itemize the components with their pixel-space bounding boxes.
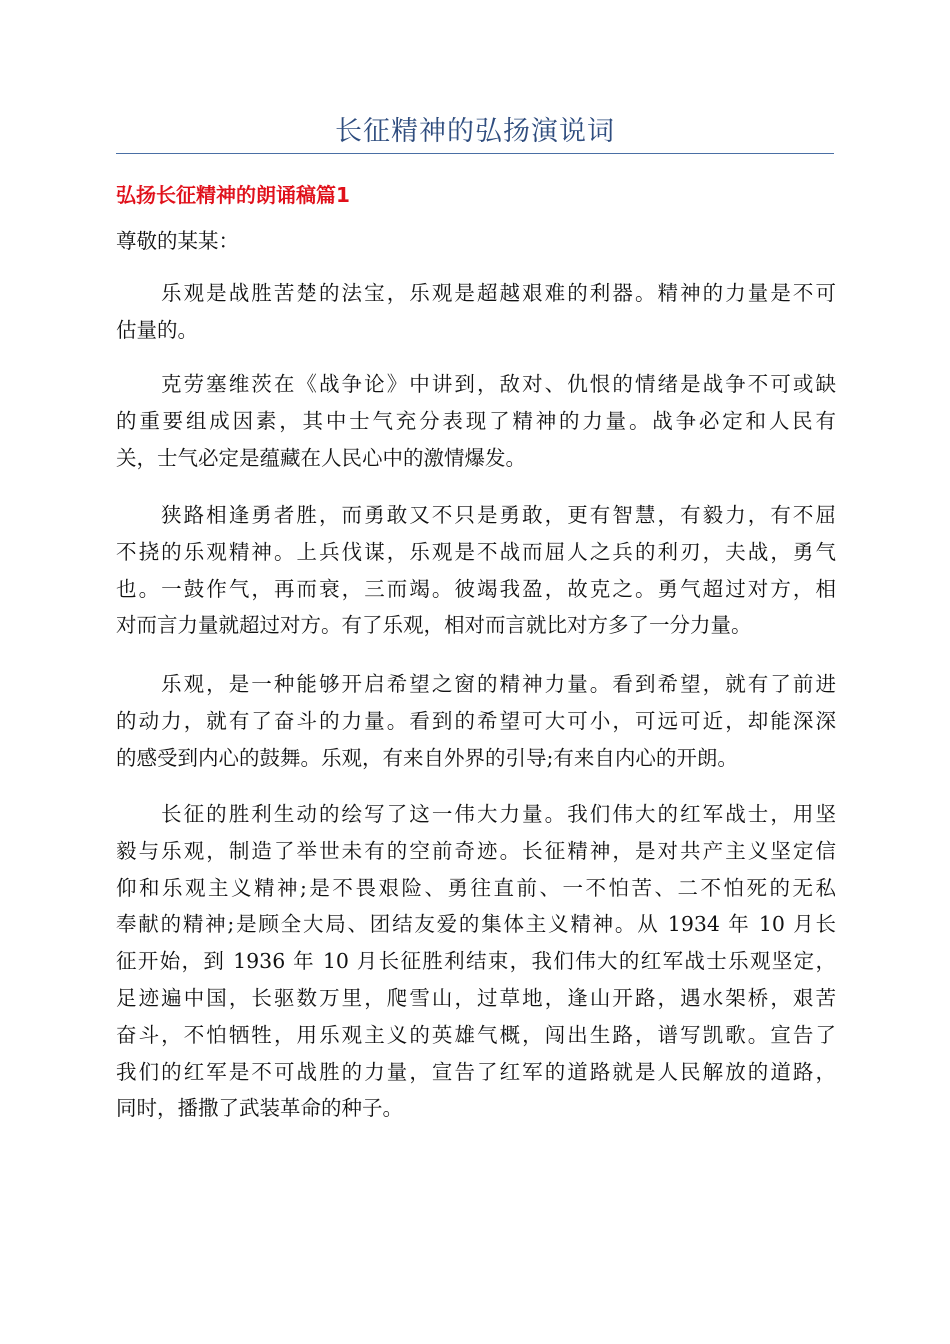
paragraph-line: 狭路相逢勇者胜，而勇敢又不只是勇敢，更有智慧，有毅力，有不屈 [161,503,836,527]
paragraph-line: 不挠的乐观精神。上兵伐谋，乐观是不战而屈人之兵的利刃，夫战，勇气 [116,539,836,564]
paragraph-line: 乐观，是一种能够开启希望之窗的精神力量。看到希望，就有了前进 [161,672,836,696]
paragraph-line: 关，士气必定是蕴藏在人民心中的激情爆发。 [116,445,526,470]
paragraph-line: 估量的。 [116,317,198,342]
paragraph-2 [116,366,836,476]
paragraph-line: 乐观是战胜苦楚的法宝，乐观是超越艰难的利器。精神的力量是不可 [161,281,836,305]
paragraph-line: 奋斗，不怕牺牲，用乐观主义的英雄气概，闯出生路，谱写凯歌。宣告了 [116,1022,836,1047]
paragraph-line: 长征的胜利生动的绘写了这一伟大力量。我们伟大的红军战士，用坚 [161,802,836,826]
paragraph-line: 的重要组成因素，其中士气充分表现了精神的力量。战争必定和人民有 [116,408,836,433]
paragraph-line: 我们的红军是不可战胜的力量，宣告了红军的道路就是人民解放的道路， [116,1059,836,1084]
paragraph-line: 克劳塞维茨在《战争论》中讲到，敌对、仇恨的情绪是战争不可或缺 [161,372,836,396]
paragraph-line: 征开始，到 1936 年 10 月长征胜利结束，我们伟大的红军战士乐观坚定， [116,949,836,974]
paragraph-line: 的动力，就有了奋斗的力量。看到的希望可大可小，可远可近，却能深深 [116,708,836,733]
paragraph-line: 足迹遍中国，长驱数万里，爬雪山，过草地，逢山开路，遇水架桥，艰苦 [116,985,836,1010]
paragraph-line: 也。一鼓作气，再而衰，三而竭。彼竭我盈，故克之。勇气超过对方，相 [116,576,836,601]
salutation: 尊敬的某某： [116,229,239,253]
paragraph-4 [116,666,836,776]
paragraph-line: 毅与乐观，制造了举世未有的空前奇迹。长征精神，是对共产主义坚定信 [116,838,836,863]
document-title: 长征精神的弘扬演说词 [335,116,615,147]
paragraph-line: 同时，播撒了武装革命的种子。 [116,1096,403,1121]
paragraph-line: 对而言力量就超过对方。有了乐观，相对而言就比对方多了一分力量。 [116,613,752,638]
section-heading: 弘扬长征精神的朗诵稿篇1 [116,183,350,207]
paragraph-line: 奉献的精神;是顾全大局、团结友爱的集体主义精神。从 1934 年 10 月长 [116,912,836,937]
title-underline [116,153,834,154]
paragraph-5 [116,796,836,1127]
paragraph-line: 的感受到内心的鼓舞。乐观，有来自外界的引导;有来自内心的开朗。 [116,745,738,770]
paragraph-line: 仰和乐观主义精神;是不畏艰险、勇往直前、一不怕苦、二不怕死的无私 [116,875,836,900]
paragraph-3 [116,497,836,644]
paragraph-1 [116,275,836,349]
